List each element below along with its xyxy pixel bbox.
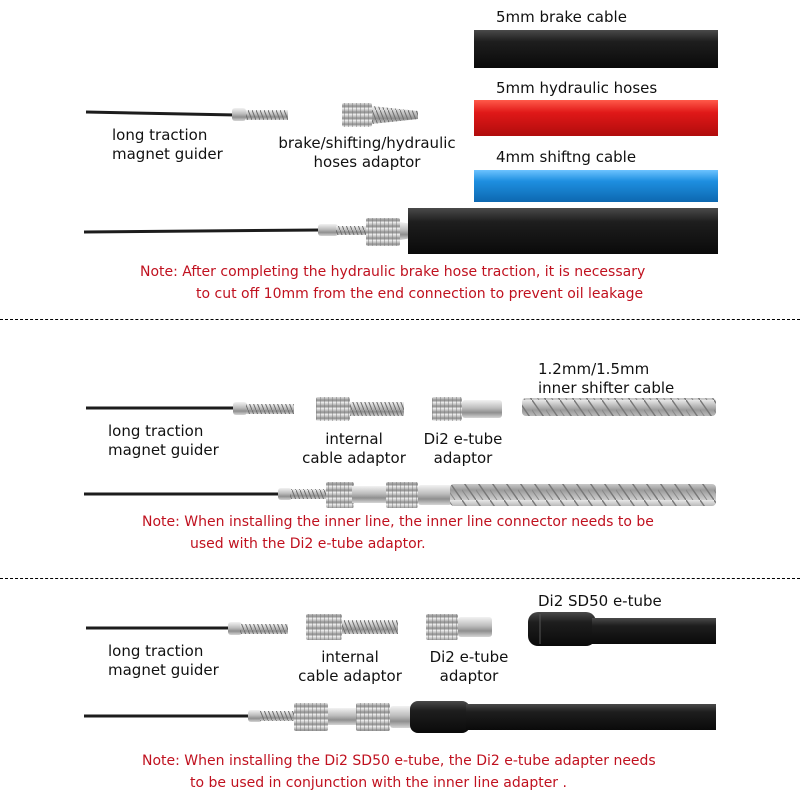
panel3-magnet-guider [86,622,288,635]
panel1-note: Note: After completing the hydraulic brake hose traction, it is necessary to cut off 10mm from the end connection to prevent oil leakage [140,264,646,302]
panel3-assembly [84,701,716,733]
panel2-internal-label: internal cable adaptor [302,430,406,467]
panel2-note: Note: When installing the inner line, the inner line connector needs to be used with the Di2 e-tube adaptor. [142,514,654,552]
divider-2 [0,578,800,579]
shifting-cable-label: 4mm shiftng cable [496,148,637,166]
panel1-assembly [84,208,718,254]
panel3-guider-label: long traction magnet guider [108,642,219,679]
brake-cable-label: 5mm brake cable [496,8,627,26]
panel3-etube-label: Di2 e-tube adaptor [429,648,509,685]
inner-shifter-cable-label: 1.2mm/1.5mm inner shifter cable [538,360,675,397]
panel2-magnet-guider [86,402,294,415]
panel1-adaptor-label: brake/shifting/hydraulic hoses adaptor [278,134,456,171]
panel3-internal-label: internal cable adaptor [298,648,402,685]
divider-1 [0,319,800,320]
sd50-etube-sample [528,612,716,646]
panel2-etube-label: Di2 e-tube adaptor [423,430,503,467]
hydraulic-hose-sample [474,100,718,136]
panel3-internal-adaptor [306,614,398,640]
panel3-note: Note: When installing the Di2 SD50 e-tube, the Di2 e-tube adapter needs to be used in conjunction with the inner line adapter . [142,753,656,791]
panel2-internal-adaptor [316,397,404,421]
panel1-magnet-guider [86,108,288,121]
shifting-cable-sample [474,170,718,202]
panel2-assembly [84,482,716,508]
inner-shifter-cable-sample [522,398,716,416]
panel1-hose-adaptor [342,103,418,127]
panel2-guider-label: long traction magnet guider [108,422,219,459]
sd50-etube-label: Di2 SD50 e-tube [538,592,662,610]
panel1-guider-label: long traction magnet guider [112,126,223,163]
panel3-etube-adaptor [426,614,492,640]
brake-cable-sample [474,30,718,68]
hydraulic-hose-label: 5mm hydraulic hoses [496,79,658,97]
panel2-etube-adaptor [432,397,502,421]
